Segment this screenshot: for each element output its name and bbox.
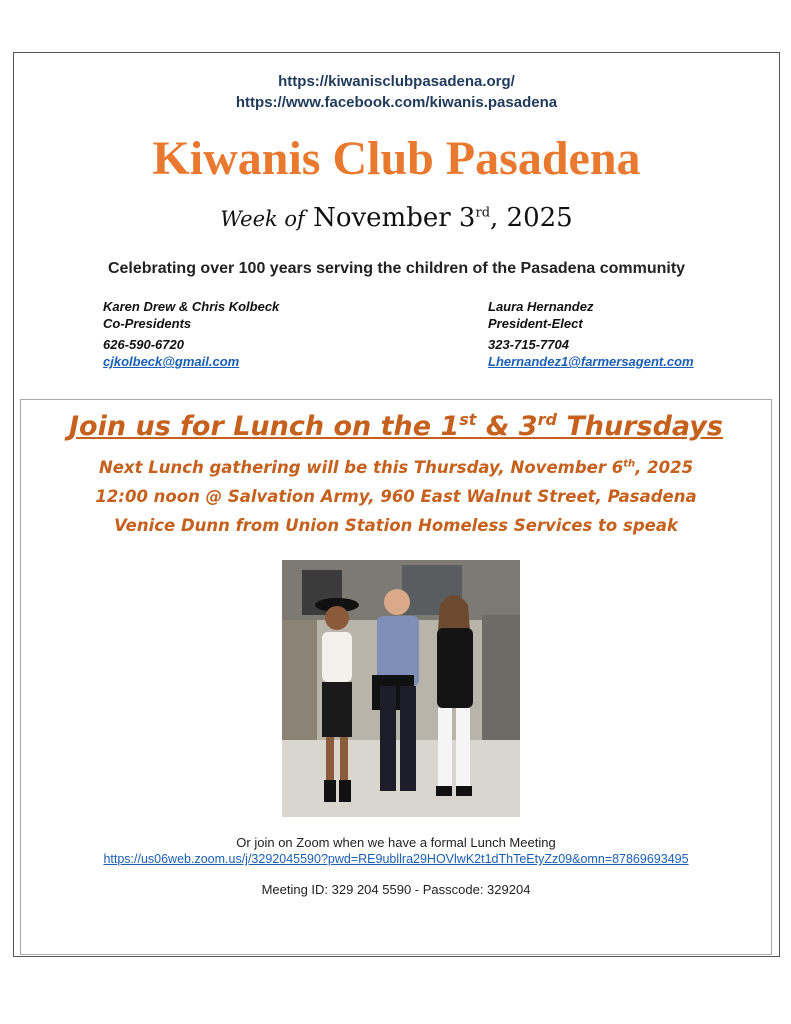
club-title: Kiwanis Club Pasadena: [152, 132, 641, 185]
next-lunch-sup: th: [623, 458, 636, 470]
officer-names: Laura Hernandez: [488, 299, 594, 314]
meeting-credentials: Meeting ID: 329 204 5590 - Passcode: 329204: [261, 882, 531, 897]
zoom-intro: Or join on Zoom when we have a formal Lunch Meeting: [236, 835, 556, 850]
newsletter-frame: [13, 52, 780, 957]
header-links: [14, 71, 779, 113]
week-year: , 2025: [490, 203, 573, 233]
officer-phone: 323-715-7704: [488, 337, 569, 352]
officer-names: Karen Drew & Chris Kolbeck: [103, 299, 280, 314]
officer-email-link[interactable]: cjkolbeck@gmail.com: [103, 354, 240, 369]
next-lunch-text: Next Lunch gathering will be this Thursday, November 6: [98, 458, 624, 477]
lunch-heading-part: Thursdays: [556, 411, 723, 442]
week-date: November 3: [313, 203, 476, 233]
lunch-heading-sup: rd: [537, 410, 557, 429]
officer-role: Co-Presidents: [103, 316, 192, 331]
officer-phone: 626-590-6720: [103, 337, 184, 352]
next-lunch-year: , 2025: [635, 458, 694, 477]
event-photo-illustration: [282, 560, 520, 817]
lunch-location: 12:00 noon @ Salvation Army, 960 East Walnut Street, Pasadena: [95, 487, 697, 506]
officer-block-president-elect: [488, 298, 694, 370]
zoom-link[interactable]: https://us06web.zoom.us/j/3292045590?pwd=RE9ubllra29HOVlwK2t1dThTeEtyZz09&omn=87869693495: [103, 852, 689, 866]
lunch-heading-part: & 3: [476, 411, 538, 442]
website-link[interactable]: https://kiwanisclubpasadena.org/: [278, 73, 515, 90]
tagline: Celebrating over 100 years serving the children of the Pasadena community: [107, 260, 686, 277]
officer-email-link[interactable]: Lhernandez1@farmersagent.com: [488, 354, 694, 369]
next-lunch-date: [21, 458, 771, 477]
week-heading: [14, 203, 779, 233]
lunch-heading: [21, 410, 771, 442]
lunch-heading-part: Join us for Lunch on the 1: [69, 411, 460, 442]
facebook-link[interactable]: https://www.facebook.com/kiwanis.pasadena: [235, 94, 558, 111]
week-prefix: Week of: [220, 207, 305, 231]
week-suffix: rd: [475, 205, 491, 221]
lunch-section: [20, 399, 772, 955]
officer-block-presidents: [103, 298, 279, 370]
lunch-heading-sup: st: [459, 410, 477, 429]
lunch-speaker: Venice Dunn from Union Station Homeless Services to speak: [114, 516, 678, 535]
event-photo: [282, 560, 520, 817]
officer-role: President-Elect: [488, 316, 583, 331]
